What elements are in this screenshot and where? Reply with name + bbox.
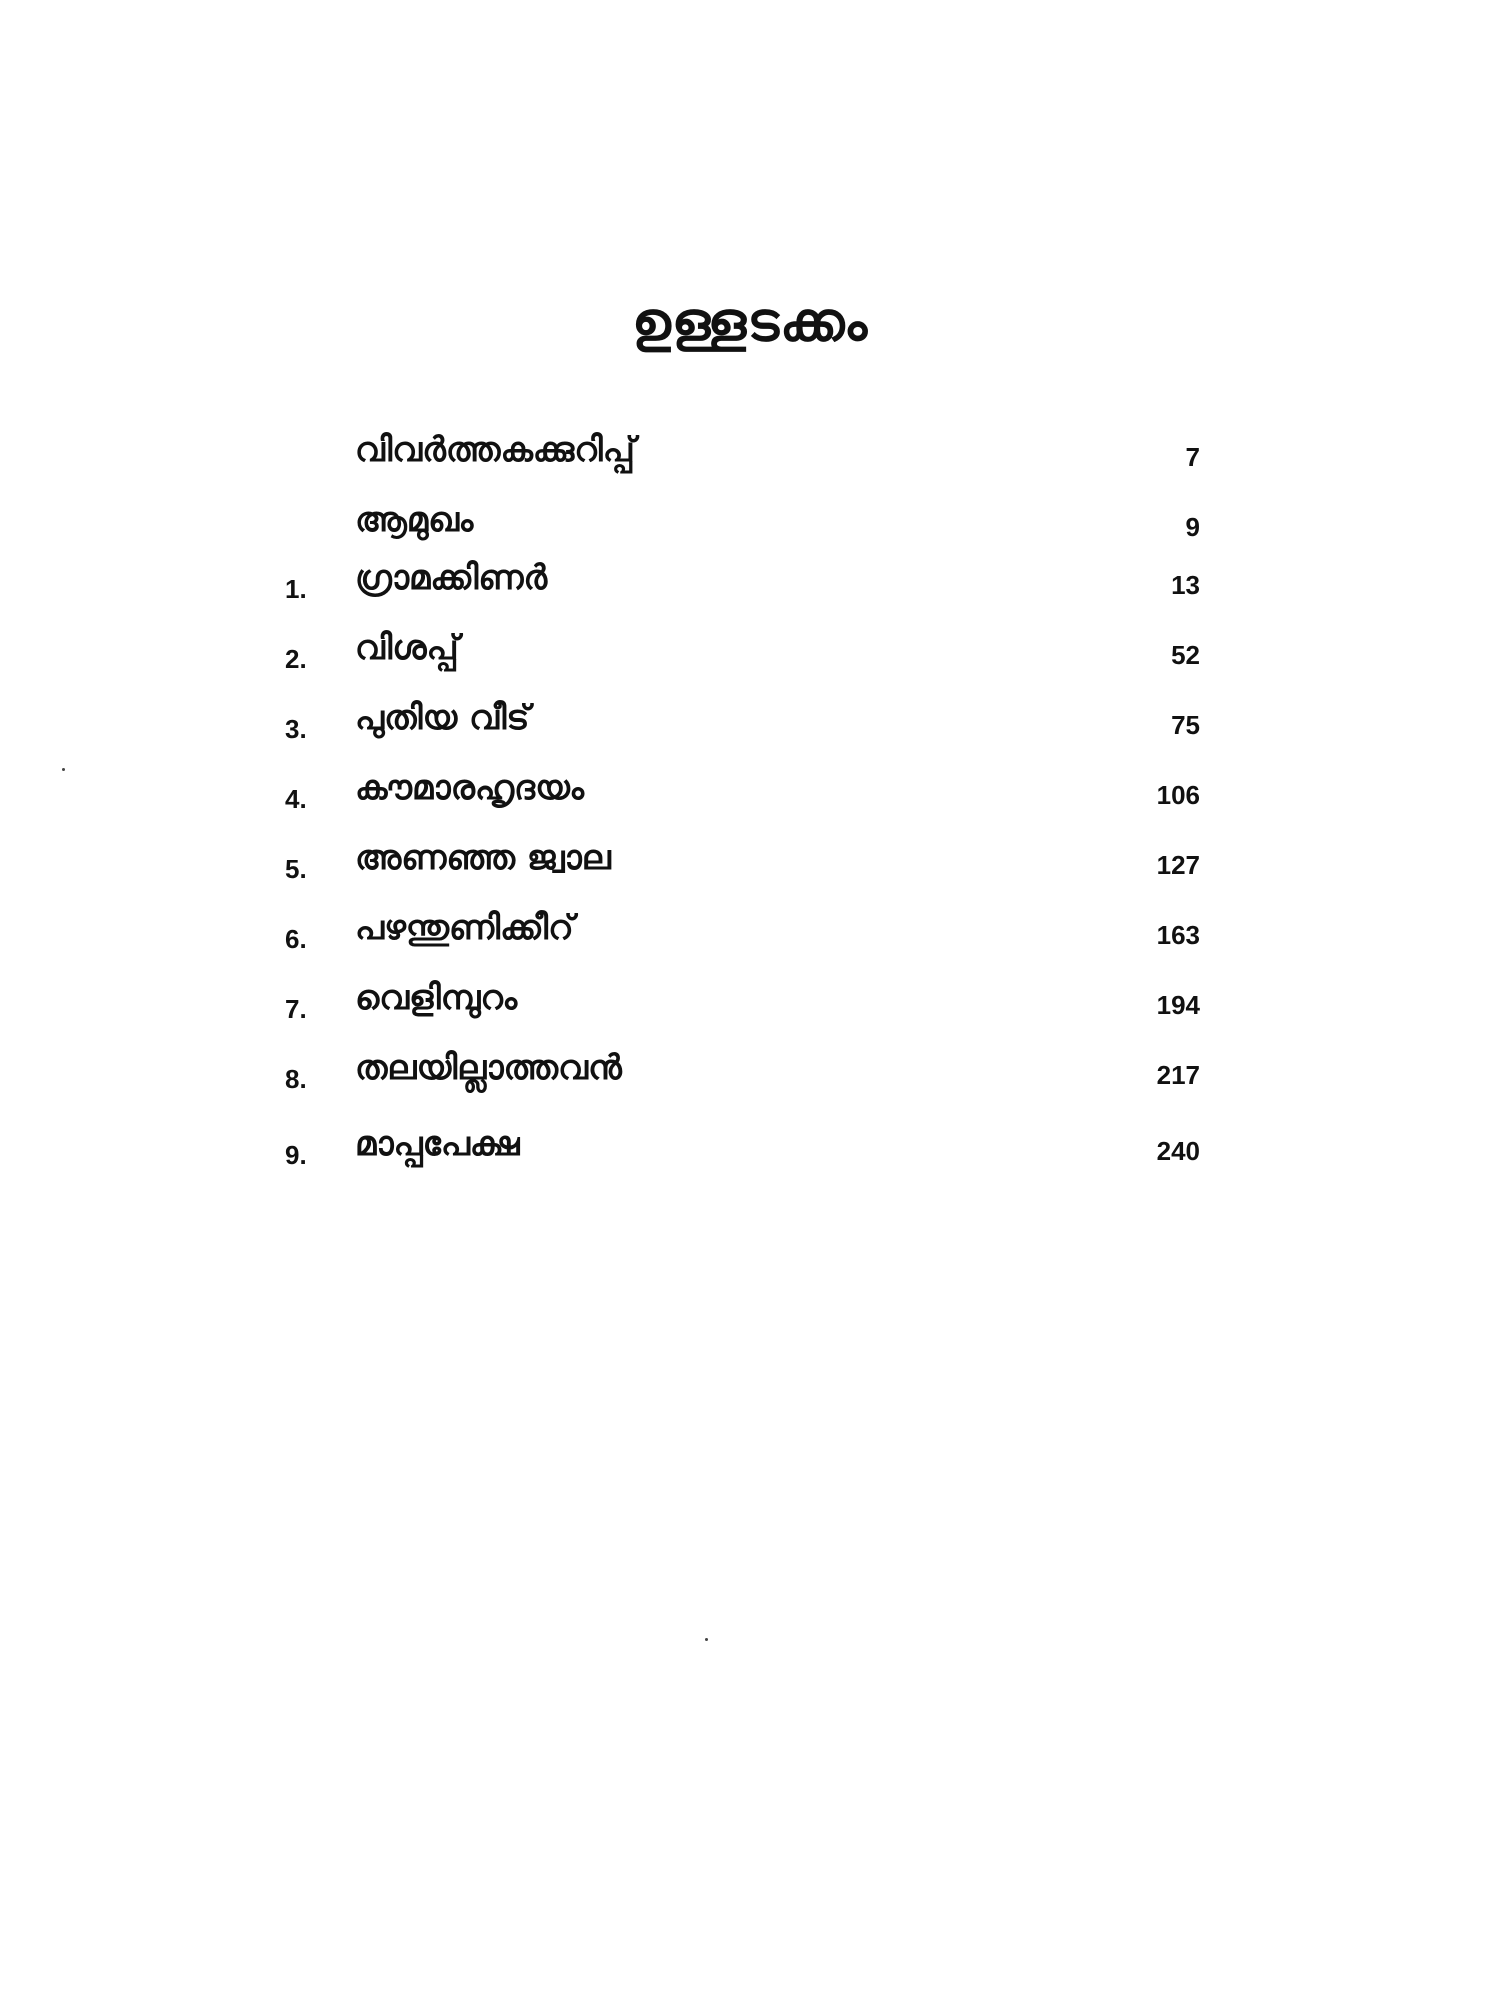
toc-entry (285, 500, 1200, 560)
toc-entry (285, 838, 1200, 898)
toc-entry-number: 5. (285, 854, 307, 884)
toc-entry-title: മാപ്പപേക്ഷ (355, 1124, 520, 1164)
scan-speck (705, 1638, 708, 1641)
toc-entry-number: 7. (285, 994, 307, 1024)
toc-entry-page: 194 (1156, 990, 1200, 1020)
toc-entry-title: കൗമാരഹൃദയം (355, 768, 585, 808)
toc-entry-number: 1. (285, 574, 307, 604)
toc-entry-title: ആമുഖം (355, 500, 474, 540)
toc-entry (285, 978, 1200, 1038)
toc-entry (285, 1124, 1200, 1184)
toc-entry (285, 628, 1200, 688)
toc-entry (285, 1048, 1200, 1108)
toc-entry-number: 4. (285, 784, 307, 814)
toc-entry-title: പഴന്തുണിക്കീറ് (355, 908, 574, 948)
toc-entry-number: 8. (285, 1064, 307, 1094)
toc-entry-number: 2. (285, 644, 307, 674)
toc-entry-title: വിവർത്തകക്കുറിപ്പ് (355, 430, 635, 470)
toc-entry-page: 127 (1156, 850, 1200, 880)
toc-entry (285, 698, 1200, 758)
toc-entry-page: 75 (1171, 710, 1200, 740)
toc-entry-page: 52 (1171, 640, 1200, 670)
toc-entry-page: 9 (1185, 512, 1200, 542)
toc-entry-page: 13 (1171, 570, 1200, 600)
toc-entry-number: 9. (285, 1140, 307, 1170)
toc-entry-title: വിശപ്പ് (355, 628, 459, 668)
toc-entry-title: തലയില്ലാത്തവൻ (355, 1048, 622, 1088)
toc-entry-page: 163 (1156, 920, 1200, 950)
toc-entry-title: പുതിയ വീട് (355, 698, 530, 738)
toc-entry (285, 430, 1200, 490)
scan-speck (62, 768, 65, 771)
toc-title: ഉള്ളടക്കം (631, 290, 869, 353)
toc-entry-page: 217 (1156, 1060, 1200, 1090)
toc-entry-title: വെളിമ്പുറം (355, 978, 518, 1018)
toc-entry-page: 106 (1156, 780, 1200, 810)
toc-entry-number: 6. (285, 924, 307, 954)
toc-entry-page: 7 (1185, 442, 1200, 472)
toc-entry-title: അണഞ്ഞ ജ്വാല (355, 838, 611, 878)
toc-entry (285, 768, 1200, 828)
toc-entry-number: 3. (285, 714, 307, 744)
toc-entry-page: 240 (1156, 1136, 1200, 1166)
toc-entry (285, 908, 1200, 968)
toc-entry-title: ഗ്രാമക്കിണർ (355, 558, 548, 598)
toc-entry (285, 558, 1200, 618)
